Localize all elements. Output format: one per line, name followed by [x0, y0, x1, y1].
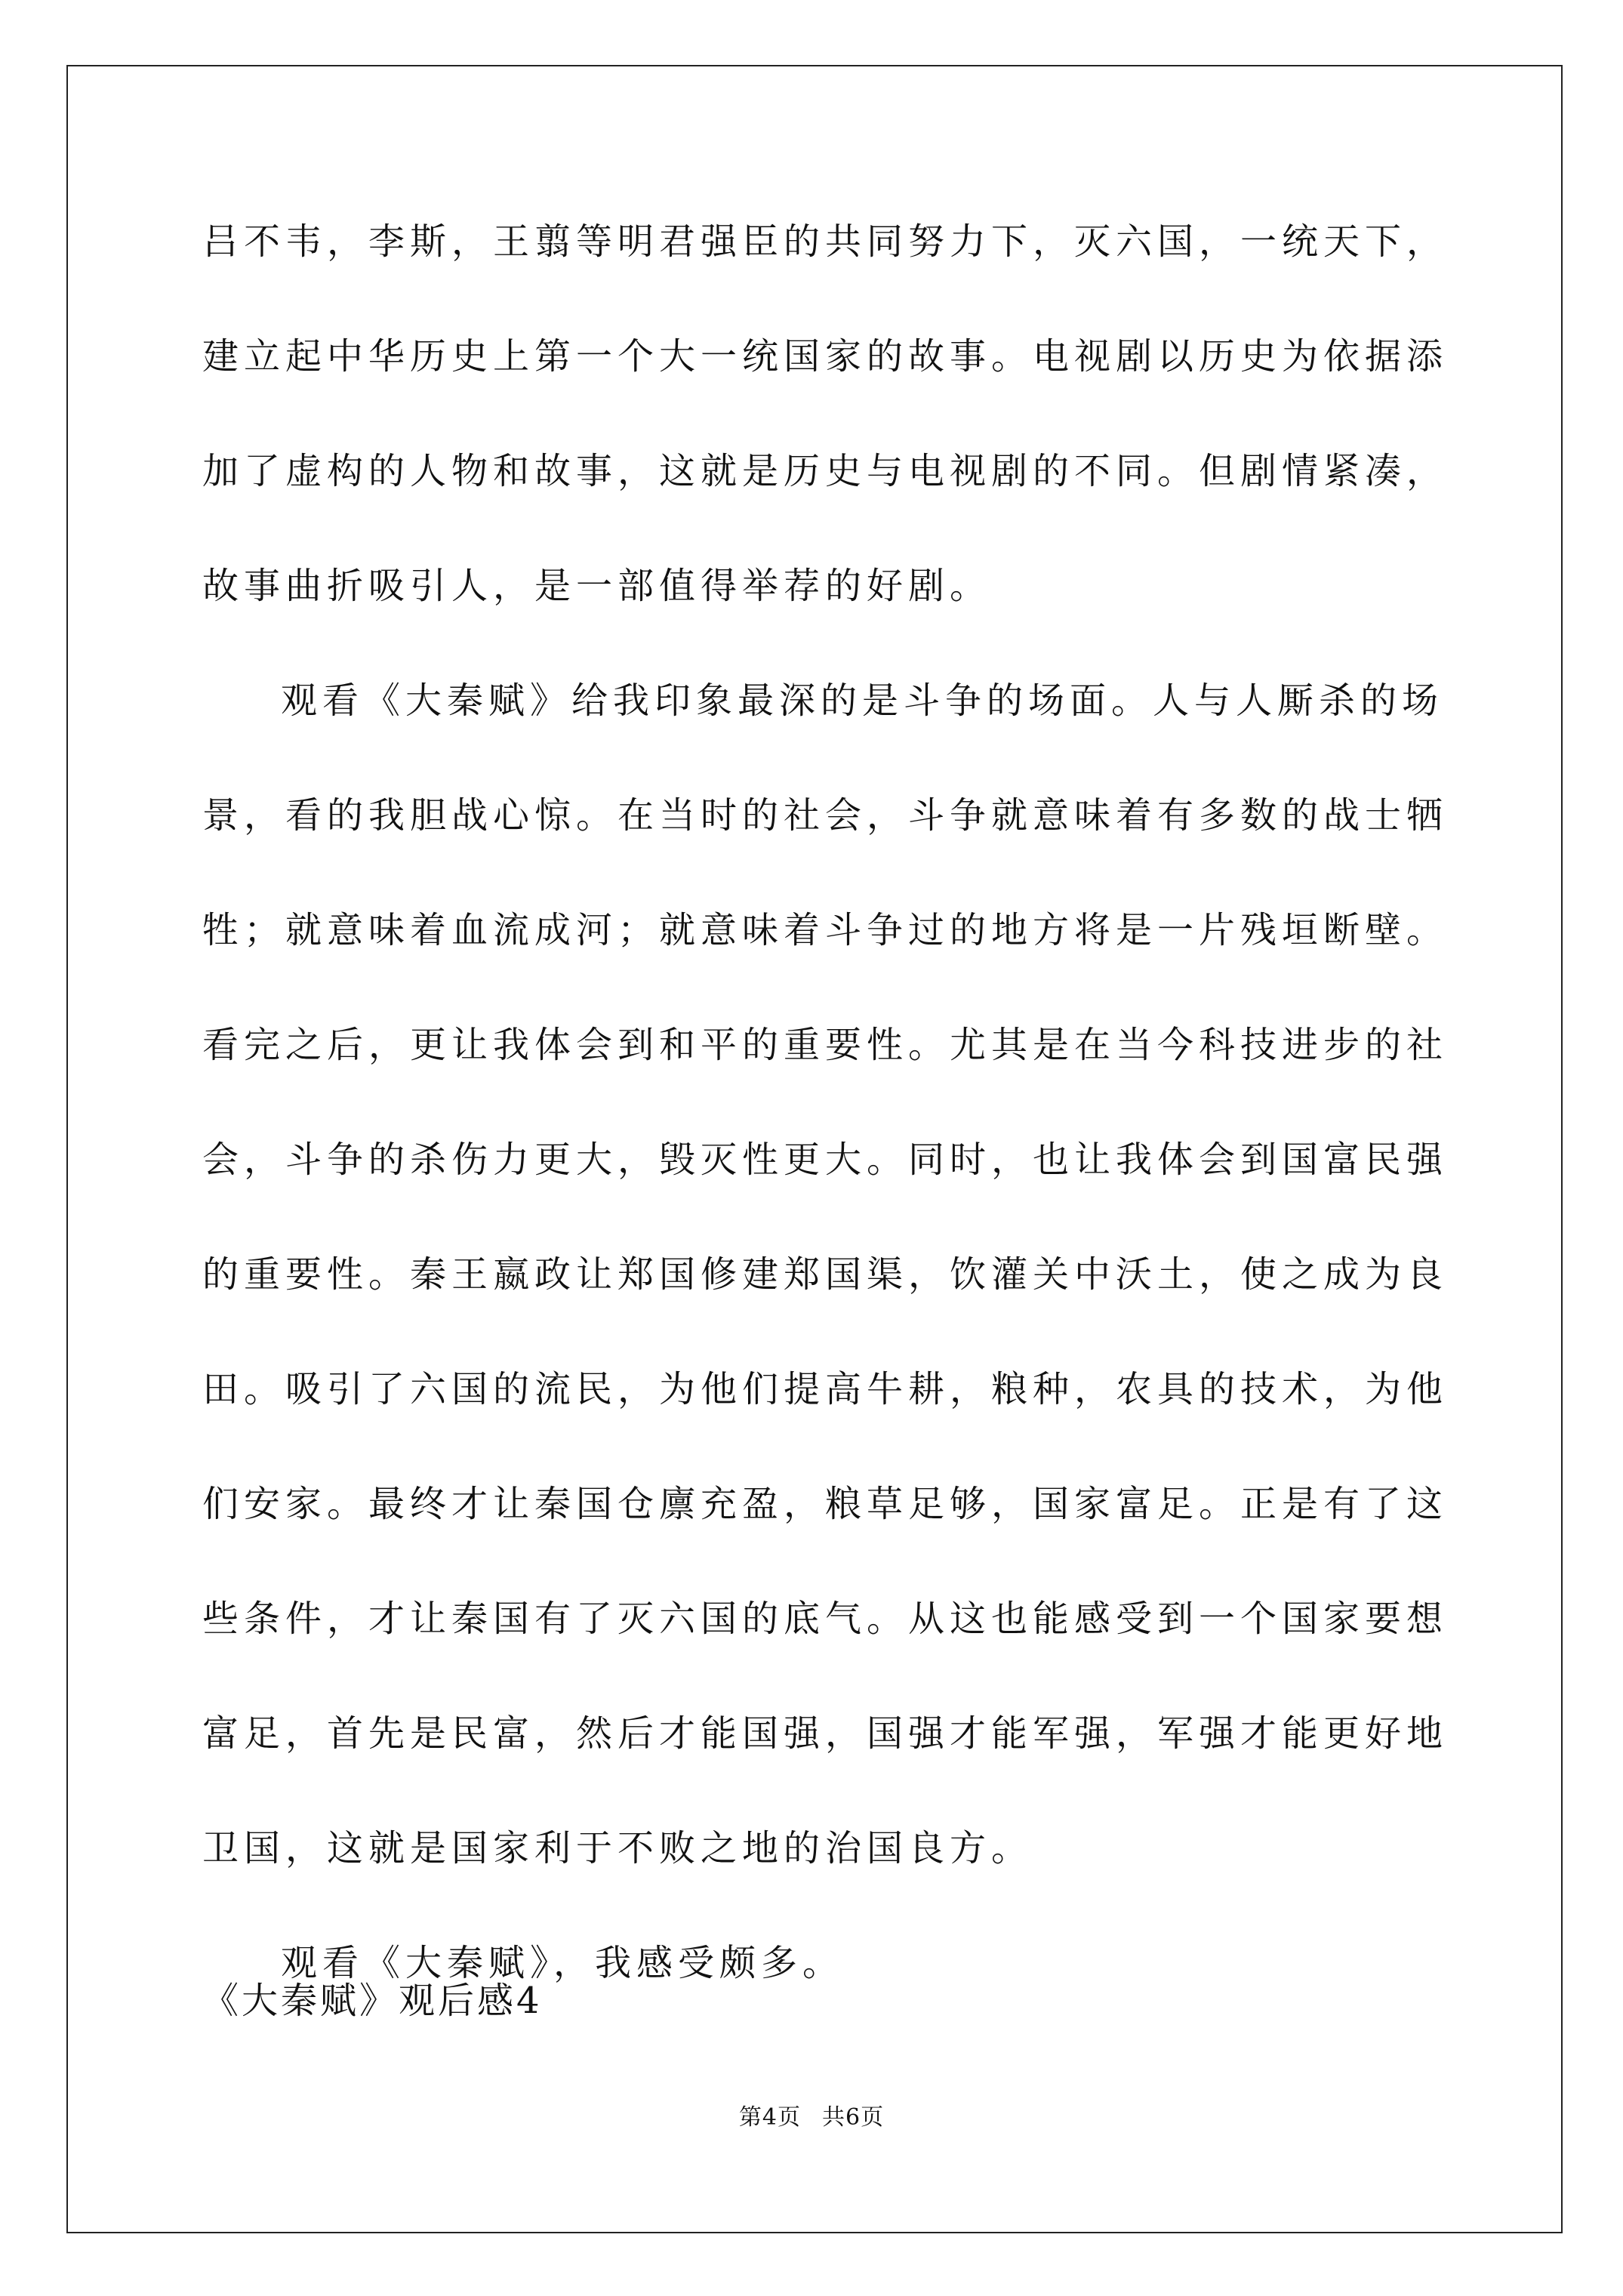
text-line: 些条件，才让秦国有了灭六国的底气。从这也能感受到一个国家要想: [202, 1598, 1449, 1640]
text-line: 会，斗争的杀伤力更大，毁灭性更大。同时，也让我体会到国富民强: [202, 1139, 1449, 1181]
text-line: 的重要性。秦王嬴政让郑国修建郑国渠，饮灌关中沃土，使之成为良: [202, 1253, 1449, 1296]
document-body: [202, 219, 1449, 2055]
page-footer: [0, 2103, 1623, 2133]
paragraph-first-line: 观看《大秦赋》给我印象最深的是斗争的场面。人与人厮杀的场: [281, 680, 1444, 722]
page-number: 第4页: [738, 2104, 801, 2131]
page-total: 共6页: [822, 2104, 885, 2131]
paragraph-first-line: 观看《大秦赋》，我感受颇多。: [281, 1942, 845, 1984]
text-line: 吕不韦，李斯，王翦等明君强臣的共同努力下，灭六国，一统天下，: [202, 220, 1449, 263]
section-heading: 《大秦赋》观后感4: [202, 1980, 543, 2022]
text-line: 加了虚构的人物和故事，这就是历史与电视剧的不同。但剧情紧凑，: [202, 450, 1449, 492]
text-line: 看完之后，更让我体会到和平的重要性。尤其是在当今科技进步的社: [202, 1024, 1449, 1066]
text-line: 卫国，这就是国家利于不败之地的治国良方。: [202, 1827, 1033, 1869]
text-line: 富足，首先是民富，然后才能国强，国强才能军强，军强才能更好地: [202, 1712, 1449, 1755]
text-line: 们安家。最终才让秦国仓廪充盈，粮草足够，国家富足。正是有了这: [202, 1483, 1449, 1525]
text-line: 故事曲折吸引人，是一部值得举荐的好剧。: [202, 565, 992, 607]
text-line: 景，看的我胆战心惊。在当时的社会，斗争就意味着有多数的战士牺: [202, 794, 1449, 837]
text-line: 牲；就意味着血流成河；就意味着斗争过的地方将是一片残垣断壁。: [202, 909, 1449, 951]
text-line: 田。吸引了六国的流民，为他们提高牛耕，粮种，农具的技术，为他: [202, 1368, 1449, 1410]
text-line: 建立起中华历史上第一个大一统国家的故事。电视剧以历史为依据添: [202, 335, 1449, 378]
